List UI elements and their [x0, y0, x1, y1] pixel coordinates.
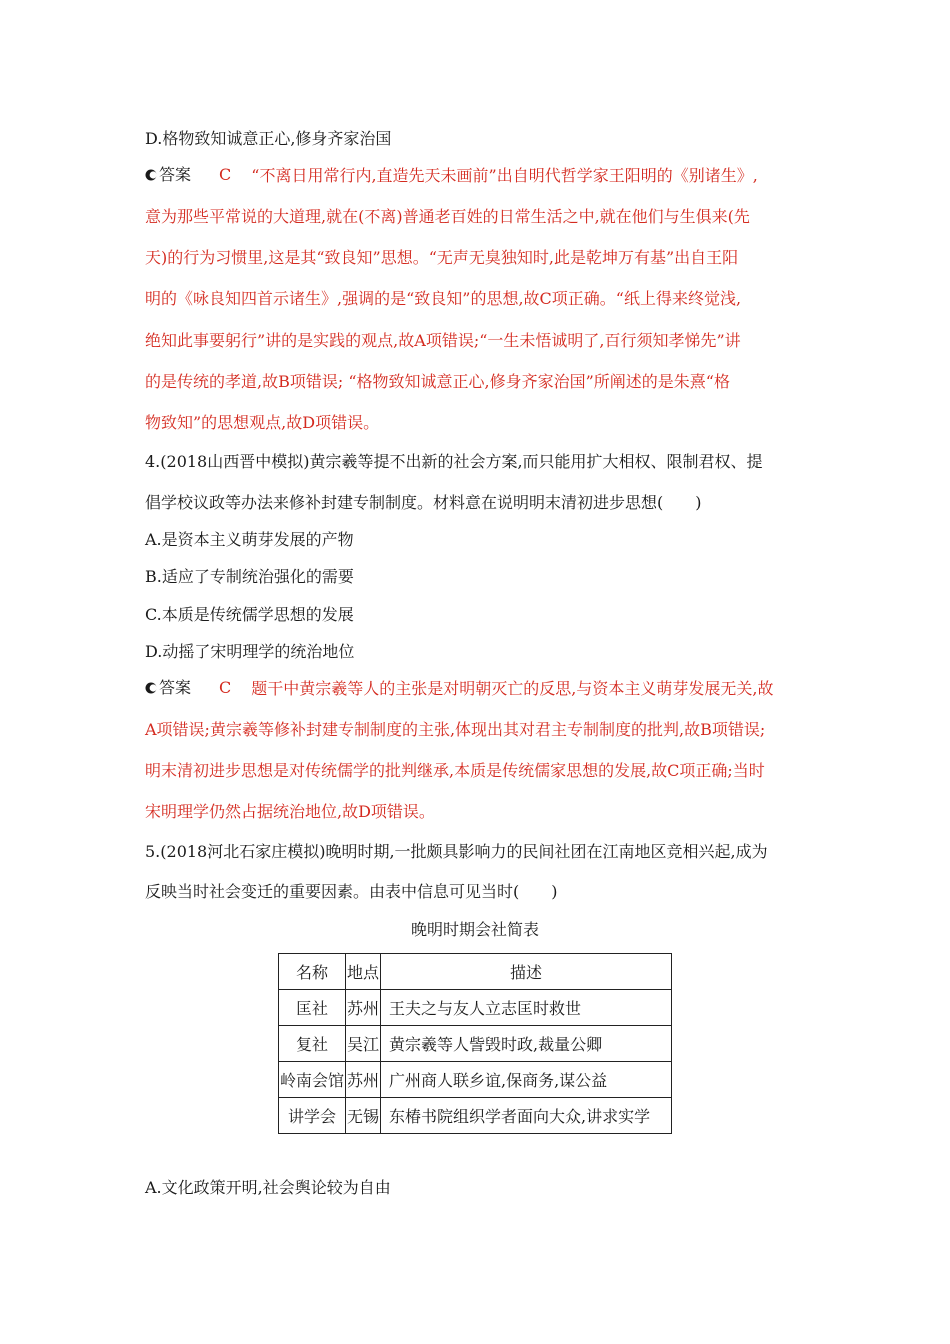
- q4-option-d: D.动摇了宋明理学的统治地位: [145, 642, 355, 661]
- answer3-head: [145, 165, 251, 185]
- answer3-line-7: 物致知”的思想观点,故D项错误。: [145, 413, 380, 432]
- answer3-line-5: 绝知此事要躬行”讲的是实践的观点,故A项错误;“一生未悟诚明了,百行须知孝悌先”讲: [145, 331, 741, 350]
- q4-stem-line-2: 倡学校议政等办法来修补封建专制制度。材料意在说明明末清初进步思想( ): [145, 493, 702, 512]
- answer4-line-2: A项错误;黄宗羲等修补封建专制制度的主张,体现出其对君主专制制度的批判,故B项错误;: [145, 720, 766, 739]
- cell-location: 苏州: [346, 1062, 381, 1098]
- q3-option-d: D.格物致知诚意正心,修身齐家治国: [145, 129, 392, 148]
- table-row: [279, 1026, 672, 1062]
- answer4-line-1: [145, 678, 815, 699]
- cell-name: 复社: [279, 1026, 346, 1062]
- header-description: 描述: [381, 954, 672, 990]
- answer3-key: C: [219, 165, 232, 184]
- society-table: [278, 953, 672, 1134]
- cell-name: 匡社: [279, 990, 346, 1026]
- q4-option-c: C.本质是传统儒学思想的发展: [145, 605, 354, 624]
- answer4-key: C: [219, 678, 232, 697]
- answer3-label: 答案: [159, 165, 192, 184]
- answer4-head: [145, 678, 251, 698]
- table-row: [279, 990, 672, 1026]
- q5-stem-line-1: 5.(2018河北石家庄模拟)晚明时期,一批颇具影响力的民间社团在江南地区竞相兴起,成为: [145, 842, 768, 861]
- answer3-line-4: 明的《咏良知四首示诸生》,强调的是“致良知”的思想,故C项正确。“纸上得来终觉浅,: [145, 289, 742, 308]
- header-name: 名称: [279, 954, 346, 990]
- q4-stem-line-1: 4.(2018山西晋中模拟)黄宗羲等提不出新的社会方案,而只能用扩大相权、限制君权、提: [145, 452, 763, 471]
- header-location: 地点: [346, 954, 381, 990]
- cell-description: 王夫之与友人立志匡时救世: [381, 990, 672, 1026]
- cell-name: 讲学会: [279, 1098, 346, 1134]
- table-header-row: [279, 954, 672, 990]
- table-row: [279, 1098, 672, 1134]
- answer3-line-1: [145, 165, 815, 186]
- table-title: 晚明时期会社简表: [410, 920, 539, 939]
- answer3-line-2: 意为那些平常说的大道理,就在(不离)普通老百姓的日常生活之中,就在他们与生俱来(先: [145, 207, 750, 226]
- answer3-text-1: “不离日用常行内,直造先天未画前”出自明代哲学家王阳明的《别诸生》,: [251, 166, 758, 185]
- cell-description: 东椿书院组织学者面向大众,讲求实学: [381, 1098, 672, 1134]
- table-row: [279, 1062, 672, 1098]
- cell-location: 吴江: [346, 1026, 381, 1062]
- q5-stem-line-2: 反映当时社会变迁的重要因素。由表中信息可见当时( ): [145, 882, 558, 901]
- answer4-label: 答案: [159, 678, 192, 697]
- answer3-line-6: 的是传统的孝道,故B项错误; “格物致知诚意正心,修身齐家治国”所阐述的是朱熹“格: [145, 372, 730, 391]
- answer3-line-3: 天)的行为习惯里,这是其“致良知”思想。“无声无臭独知时,此是乾坤万有基”出自王阳: [145, 248, 739, 267]
- q4-option-a: A.是资本主义萌芽发展的产物: [145, 530, 354, 549]
- answer4-text-1: 题干中黄宗羲等人的主张是对明朝灭亡的反思,与资本主义萌芽发展无关,故: [251, 679, 774, 698]
- q4-option-b: B.适应了专制统治强化的需要: [145, 567, 354, 586]
- answer-marker-icon: [145, 682, 157, 694]
- q5-option-a: A.文化政策开明,社会舆论较为自由: [145, 1178, 391, 1197]
- cell-name: 岭南会馆: [279, 1062, 346, 1098]
- cell-location: 无锡: [346, 1098, 381, 1134]
- answer4-line-4: 宋明理学仍然占据统治地位,故D项错误。: [145, 802, 435, 821]
- cell-description: 黄宗羲等人訾毁时政,裁量公卿: [381, 1026, 672, 1062]
- answer4-line-3: 明末清初进步思想是对传统儒学的批判继承,本质是传统儒家思想的发展,故C项正确;当时: [145, 761, 765, 780]
- answer-marker-icon: [145, 169, 157, 181]
- cell-description: 广州商人联乡谊,保商务,谋公益: [381, 1062, 672, 1098]
- cell-location: 苏州: [346, 990, 381, 1026]
